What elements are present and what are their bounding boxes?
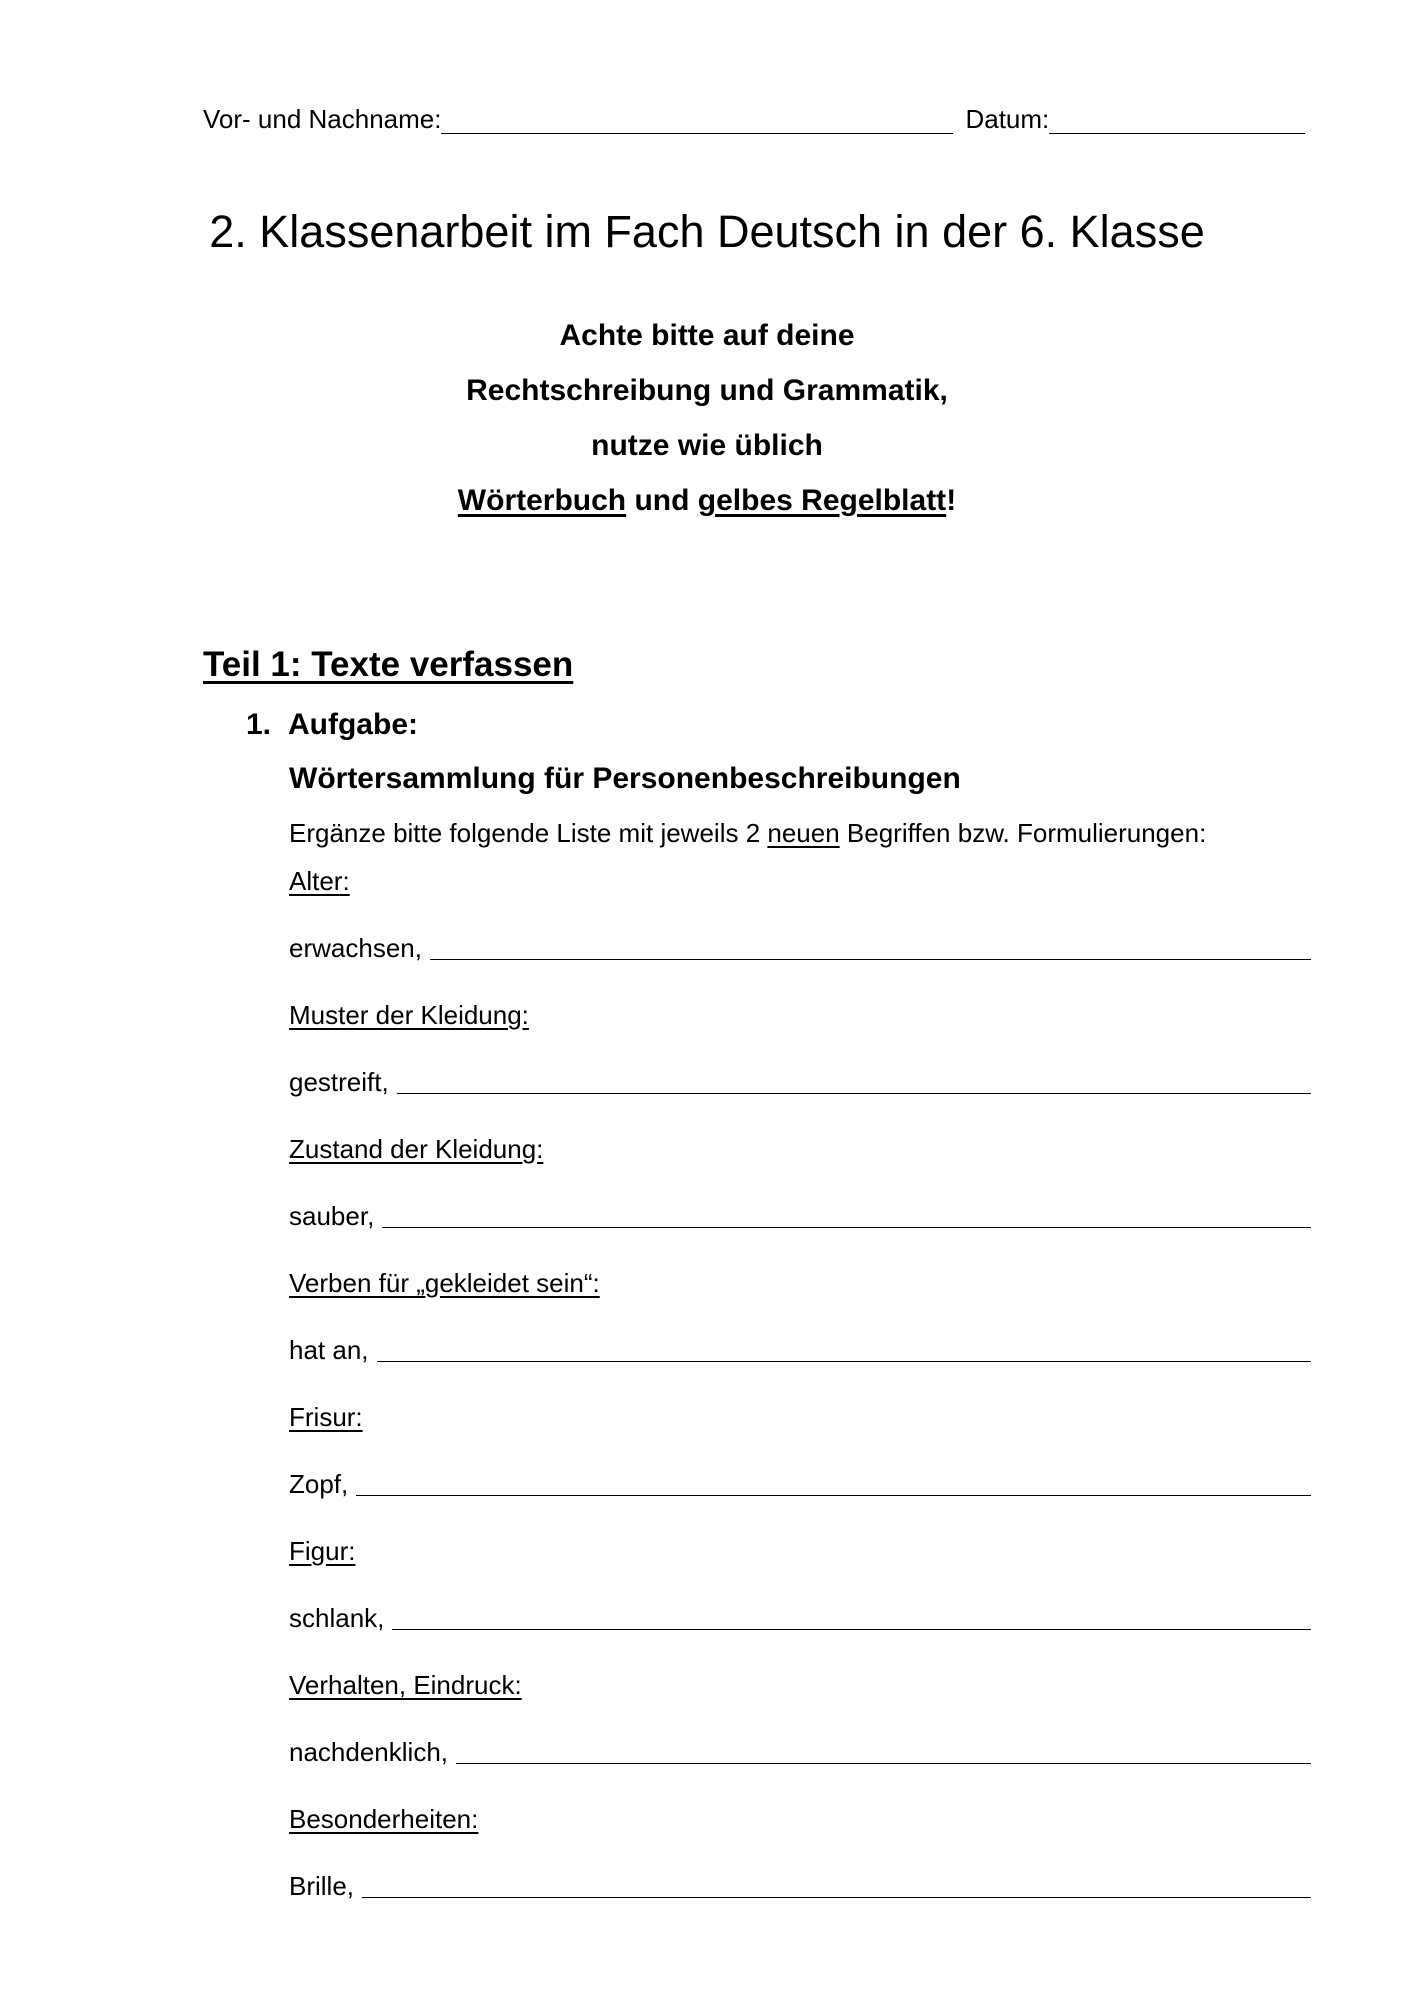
answer-line[interactable] — [382, 1199, 1311, 1228]
name-label: Vor- und Nachname: — [203, 104, 442, 134]
task-number: 1. — [246, 708, 272, 741]
answer-row — [289, 1467, 1319, 1534]
name-field[interactable] — [441, 109, 953, 134]
section-title: Teil 1: Texte verfassen — [203, 645, 574, 684]
page-title: 2. Klassenarbeit im Fach Deutsch in der 6. Klasse — [209, 206, 1205, 257]
example-word: schlank, — [289, 1603, 385, 1633]
answer-line[interactable] — [430, 931, 1311, 960]
answer-row — [289, 1065, 1319, 1132]
example-word: sauber, — [289, 1201, 375, 1231]
date-label: Datum: — [965, 104, 1050, 134]
category-label: Figur: — [289, 1536, 356, 1566]
task-instruction — [289, 817, 1206, 849]
example-word: hat an, — [289, 1335, 369, 1365]
category-label: Alter: — [289, 866, 350, 896]
example-word: Zopf, — [289, 1469, 349, 1499]
rulesheet-text: gelbes Regelblatt — [697, 484, 947, 517]
answer-line[interactable] — [392, 1601, 1311, 1630]
task-instruction-text: Ergänze bitte folgende Liste mit jeweils 2 — [289, 818, 768, 848]
instructions-block — [0, 308, 1414, 528]
category-label: Zustand der Kleidung: — [289, 1134, 544, 1164]
task-label: Aufgabe: — [288, 708, 418, 741]
answer-row — [289, 1601, 1319, 1668]
category-label: Verhalten, Eindruck: — [289, 1670, 522, 1700]
answer-row — [289, 1735, 1319, 1802]
answer-row — [289, 1333, 1319, 1400]
answer-row — [289, 931, 1319, 998]
answer-line[interactable] — [356, 1467, 1311, 1496]
answer-line[interactable] — [456, 1735, 1311, 1764]
example-word: Brille, — [289, 1871, 355, 1901]
task-instruction-text: Begriffen bzw. Formulierungen: — [839, 818, 1207, 848]
dictionary-text: Wörterbuch — [457, 484, 627, 517]
category-label: Muster der Kleidung: — [289, 1000, 529, 1030]
answer-line[interactable] — [362, 1869, 1311, 1898]
instruction-line: Rechtschreibung und Grammatik, — [466, 374, 948, 407]
student-header — [203, 104, 1313, 134]
answer-line[interactable] — [377, 1333, 1311, 1362]
date-field[interactable] — [1049, 109, 1305, 134]
example-word: nachdenklich, — [289, 1737, 448, 1767]
example-word: erwachsen, — [289, 933, 422, 963]
category-label: Verben für „gekleidet sein“: — [289, 1268, 600, 1298]
task-heading — [246, 706, 418, 744]
answer-row — [289, 1869, 1319, 1936]
task-subtitle: Wörtersammlung für Personenbeschreibungen — [289, 762, 961, 795]
emphasis-text: neuen — [767, 818, 840, 848]
answer-row — [289, 1199, 1319, 1266]
category-label: Besonderheiten: — [289, 1804, 479, 1834]
exclamation-text: ! — [946, 484, 957, 517]
category-label: Frisur: — [289, 1402, 363, 1432]
example-word: gestreift, — [289, 1067, 389, 1097]
instruction-line: Achte bitte auf deine — [559, 319, 855, 352]
instruction-line — [0, 473, 1414, 528]
instruction-line: nutze wie üblich — [591, 429, 823, 462]
word-collection-list — [289, 864, 1319, 1936]
answer-line[interactable] — [397, 1065, 1311, 1094]
connector-text: und — [626, 484, 698, 517]
